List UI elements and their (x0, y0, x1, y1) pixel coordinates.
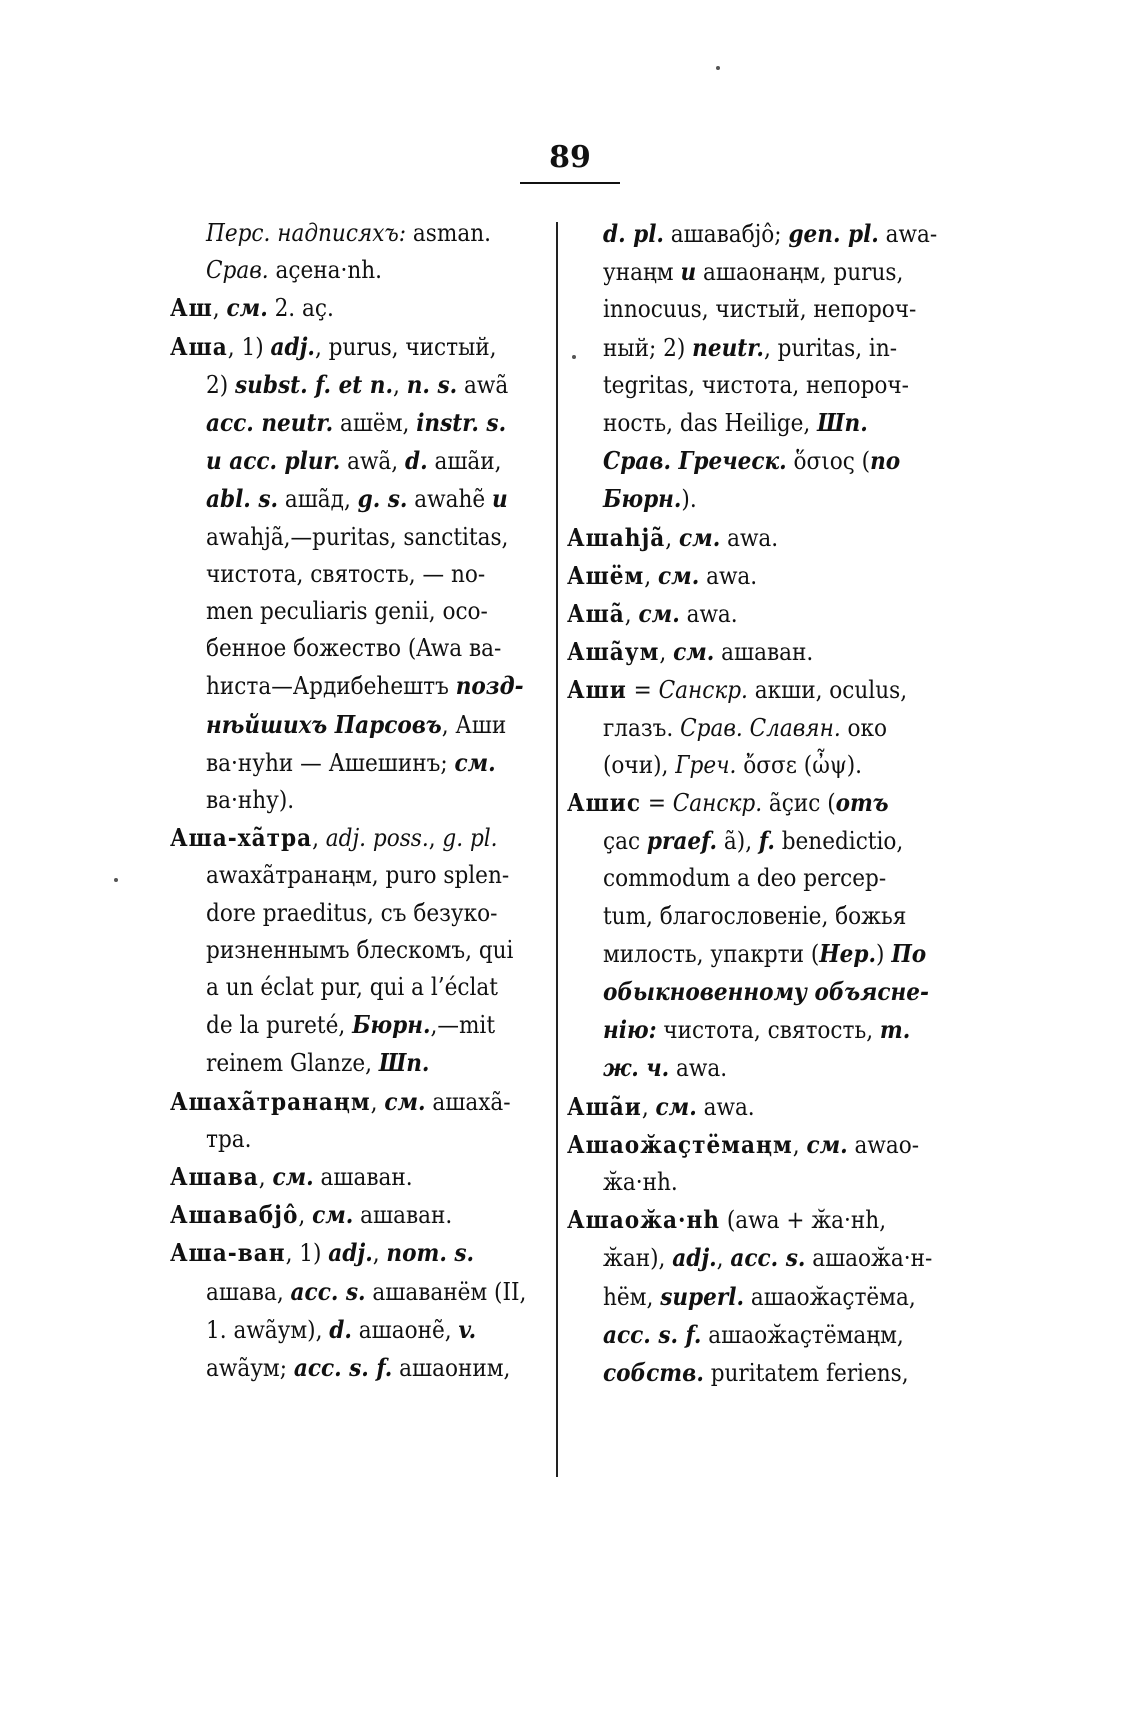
text-run: , (644, 561, 659, 590)
right-line (567, 329, 947, 367)
text-run: awa. (696, 1092, 755, 1121)
right-line (567, 367, 947, 404)
right-line (567, 519, 947, 557)
text-run: açена·nh. (268, 256, 383, 285)
right-line (567, 973, 947, 1011)
abbreviation: d. (405, 446, 428, 476)
text-run: = (626, 676, 659, 705)
right-line (567, 1126, 947, 1164)
right-line (567, 595, 947, 633)
text-run: , (312, 824, 326, 853)
headword: Ашём (567, 560, 645, 590)
right-line (567, 1164, 947, 1201)
abbreviation: f. (758, 826, 775, 856)
headword: Аш (170, 293, 213, 323)
abbreviation: см. (655, 1091, 697, 1121)
text-run: , (659, 638, 674, 667)
right-line (567, 1278, 947, 1316)
abbreviation: см. (384, 1086, 426, 1116)
abbreviation: abl. s. (206, 484, 278, 514)
text-run: dore praeditus, съ безуко- (206, 898, 498, 927)
text-run: ный; 2) (603, 333, 693, 362)
right-line (567, 291, 947, 328)
text-run: чистота, святость, (656, 1016, 880, 1045)
text-run: тра. (206, 1124, 252, 1153)
abbreviation: см. (679, 522, 721, 552)
text-run: ризненнымъ блескомъ, qui (206, 935, 514, 964)
left-line (170, 1349, 560, 1387)
abbreviation: см. (673, 637, 715, 667)
left-line (170, 969, 560, 1006)
right-line (567, 480, 947, 518)
text-run: 2. aç. (267, 294, 334, 323)
headword: Ашãум (567, 637, 660, 667)
right-line (567, 898, 947, 935)
text-run: hём, (603, 1282, 661, 1311)
left-line (170, 442, 560, 480)
text-run: benedictio, (774, 827, 904, 856)
italic-text: Греч. (675, 750, 737, 779)
text-run: awa. (699, 561, 758, 590)
text-run: , (428, 824, 443, 853)
right-line (567, 1049, 947, 1087)
text-run: ашавабjô; (663, 220, 789, 248)
abbreviation: по (870, 446, 901, 476)
left-line (170, 1234, 560, 1272)
left-line (170, 819, 560, 857)
abbreviation: По (891, 938, 927, 968)
abbreviation: Шп. (378, 1048, 430, 1078)
right-line (567, 784, 947, 822)
text-run: ва·нhу). (206, 786, 295, 815)
left-line (170, 1196, 560, 1234)
print-speck (716, 66, 720, 70)
text-run: asman. (406, 219, 491, 247)
abbreviation: g. s. (357, 484, 408, 514)
right-line (567, 747, 947, 784)
headword: Аша-ван (170, 1238, 286, 1268)
text-run: awã, (340, 447, 405, 476)
italic-text: Срав. (206, 256, 269, 285)
headword: Ашавабjô (170, 1200, 299, 1230)
text-run: tegritas, чистота, непороч- (603, 370, 909, 399)
text-run: çас (603, 827, 647, 856)
italic-text: g. pl. (442, 824, 498, 853)
abbreviation: gen. pl. (788, 219, 879, 248)
headword: Ашаоӂа·нh (567, 1205, 721, 1235)
abbreviation: см. (806, 1129, 848, 1159)
text-run: ). (681, 485, 697, 514)
left-line (170, 932, 560, 969)
header-rule (520, 182, 620, 184)
left-line (170, 857, 560, 894)
headword: Аша-хãтра (170, 823, 313, 853)
text-run: awao- (847, 1130, 919, 1159)
abbreviation: ж. ч. (603, 1053, 670, 1083)
left-line (170, 1158, 560, 1196)
left-line (170, 895, 560, 932)
text-run: ашём, (333, 409, 417, 438)
text-run: ãçис ( (762, 789, 836, 818)
text-run: ашаван. (353, 1201, 453, 1230)
text-run: ) (876, 939, 892, 968)
text-run: ашаонаңм, purus, (696, 258, 904, 287)
text-run: , (212, 294, 227, 323)
print-speck (114, 878, 118, 882)
abbreviation: см. (312, 1200, 354, 1230)
left-line (170, 556, 560, 593)
right-line (567, 404, 947, 442)
left-line (170, 1311, 560, 1349)
right-line (567, 935, 947, 973)
headword: Аша (170, 331, 228, 361)
abbreviation: d. pl. (603, 219, 664, 248)
abbreviation: Срав. Греческ. (603, 446, 787, 476)
left-line (170, 782, 560, 819)
right-line (567, 1316, 947, 1354)
left-line (170, 404, 560, 442)
right-line (567, 1201, 947, 1239)
left-line (170, 252, 560, 289)
left-line (170, 706, 560, 744)
text-run: awã (457, 370, 509, 399)
abbreviation: subst. f. et n. (235, 369, 393, 399)
text-run: ашаоним, (392, 1354, 511, 1383)
abbreviation: собств. (603, 1358, 704, 1388)
text-run: ашаванём (II, (365, 1277, 527, 1306)
text-run: , 1) (285, 1239, 329, 1268)
text-run: reinem Glanze, (206, 1049, 379, 1078)
text-run: , (716, 1244, 731, 1273)
left-line (170, 480, 560, 518)
text-run: ашаоӂаçтёма, (743, 1282, 916, 1311)
abbreviation: adj. (270, 331, 315, 361)
abbreviation: instr. s. (416, 408, 507, 438)
text-run: ашаоӂа·н- (805, 1244, 933, 1273)
left-line (170, 744, 560, 782)
abbreviation: и (492, 484, 508, 514)
text-run: de la pureté, (206, 1011, 353, 1040)
page-number: 89 (549, 140, 591, 175)
text-run: ашаонẽ, (351, 1315, 459, 1344)
abbreviation: acc. neutr. (206, 408, 334, 438)
abbreviation: обыкновенному объясне- (603, 977, 929, 1007)
text-run: ашаоӂаçтёмаңм, (701, 1320, 904, 1349)
text-run: , (665, 523, 680, 552)
right-line (567, 1088, 947, 1126)
left-line (170, 593, 560, 630)
text-run: awãум; (206, 1354, 294, 1383)
abbreviation: нѣйшихъ Парсовъ (206, 709, 442, 739)
abbreviation: см. (454, 747, 496, 777)
left-line (170, 1083, 560, 1121)
left-line (170, 289, 560, 327)
text-run: awaxãтранаңм, puro splen- (206, 861, 510, 890)
right-line (567, 1011, 947, 1049)
left-column (170, 215, 560, 1387)
italic-text: Перс. надписяхъ: (206, 219, 407, 247)
headword: Ашаhjã (567, 522, 666, 552)
text-run: , Аши (441, 710, 507, 739)
text-run: ὅσιος ( (786, 447, 871, 476)
right-line (567, 822, 947, 860)
abbreviation: neutr. (692, 332, 764, 362)
left-line (170, 328, 560, 366)
left-line (170, 1006, 560, 1044)
text-run: , purus, чистый, (314, 332, 497, 361)
abbreviation: и (680, 257, 697, 287)
left-line (170, 519, 560, 556)
text-run: унаңм (603, 258, 681, 287)
abbreviation: см. (638, 599, 680, 629)
text-run: tum, благословеніе, божья (603, 901, 907, 930)
abbreviation: d. (329, 1314, 352, 1344)
text-run: innocuus, чистый, непороч- (603, 295, 917, 324)
text-run: ὄσσε (ὦψ). (736, 750, 863, 779)
text-run: чистота, святость, — no- (206, 559, 486, 588)
right-column (567, 215, 947, 1392)
headword: Ашã (567, 599, 625, 629)
text-run: a un éclat pur, qui a l’éclat (206, 973, 498, 1002)
text-run: awa. (720, 523, 779, 552)
abbreviation: nom. s. (386, 1238, 475, 1268)
text-run: ашаван. (714, 638, 814, 667)
text-run: ва·нуhи — Ашешинъ; (206, 748, 455, 777)
abbreviation: acc. s. f. (603, 1319, 702, 1349)
abbreviation: Бюрн. (603, 484, 682, 514)
left-line (170, 1121, 560, 1158)
text-run: ӂа·нh. (603, 1168, 678, 1197)
headword: Ашава (170, 1162, 259, 1192)
abbreviation: Шп. (817, 408, 868, 438)
italic-text: adj. poss. (325, 824, 429, 853)
headword: Ашис (567, 788, 641, 818)
text-run: = (640, 789, 673, 818)
right-line (567, 633, 947, 671)
text-run: , (393, 370, 407, 399)
abbreviation: n. s. (406, 369, 458, 399)
abbreviation: acc. s. (290, 1276, 366, 1306)
text-run: ность, das Heilige, (603, 409, 818, 438)
text-run: 1. awãум), (206, 1315, 330, 1344)
text-run: , (372, 1239, 387, 1268)
abbreviation: позд- (455, 671, 524, 701)
abbreviation: см. (272, 1162, 314, 1192)
text-run: (очи), (603, 750, 676, 779)
text-run: акши, oculus, (747, 676, 908, 705)
text-run: men peculiaris genii, осо- (206, 597, 488, 626)
text-run: awahjã,—puritas, sanctitas, (206, 522, 509, 551)
abbreviation: acc. s. f. (293, 1353, 393, 1383)
left-line (170, 630, 560, 667)
text-run: puritatem feriens, (703, 1359, 909, 1388)
right-line (567, 710, 947, 747)
text-run: aшãи, (427, 447, 502, 476)
column-divider (556, 222, 558, 1477)
abbreviation: см. (226, 293, 268, 323)
right-line (567, 557, 947, 595)
text-run: , puritas, in- (763, 333, 898, 362)
text-run: , (370, 1087, 385, 1116)
left-line (170, 1273, 560, 1311)
right-line (567, 215, 947, 253)
text-run: ашаван. (313, 1163, 413, 1192)
right-line (567, 671, 947, 709)
right-line (567, 253, 947, 291)
abbreviation: Нер. (819, 938, 877, 968)
right-line (567, 442, 947, 480)
text-run: aшãд, (277, 485, 358, 514)
headword: Аши (567, 675, 627, 705)
abbreviation: acc. s. (730, 1243, 806, 1273)
text-run: ашава, (206, 1277, 291, 1306)
text-run: око (840, 713, 888, 742)
text-run: 2) (206, 370, 236, 399)
text-run: , (641, 1092, 656, 1121)
italic-text: Санскр. (658, 676, 748, 705)
italic-text: Срав. Славян. (680, 713, 841, 742)
abbreviation: и acc. plur. (206, 446, 341, 476)
italic-text: Санскр. (672, 789, 763, 818)
text-run: , (298, 1201, 313, 1230)
text-run: , (792, 1130, 807, 1159)
text-run: бенное божество (Awa ва- (206, 634, 502, 663)
text-run: милость, упакрти ( (603, 939, 820, 968)
text-run: (awa + ӂа·нh, (720, 1206, 887, 1235)
left-line (170, 1044, 560, 1082)
text-run: awa. (679, 600, 738, 629)
text-run: ,—mit (430, 1011, 495, 1040)
headword: Ашãи (567, 1091, 642, 1121)
text-run: ӂан), (603, 1244, 673, 1273)
text-run: ашахã- (425, 1087, 511, 1116)
text-run: ã), (717, 827, 759, 856)
text-run: awa. (669, 1054, 728, 1083)
text-run: hиста—Ардибеhештъ (206, 672, 456, 701)
abbreviation: см. (658, 560, 700, 590)
headword: Ашахãтранаңм (170, 1086, 371, 1116)
text-run: , (624, 600, 639, 629)
abbreviation: adj. (328, 1238, 373, 1268)
abbreviation: Бюрн. (352, 1010, 431, 1040)
right-line (567, 1239, 947, 1277)
right-line (567, 1354, 947, 1392)
abbreviation: отъ (835, 788, 889, 818)
left-line (170, 215, 560, 252)
abbreviation: praef. (646, 826, 718, 856)
text-run: commodum a deo percep- (603, 864, 887, 893)
text-run: awa- (878, 220, 938, 248)
left-line (170, 366, 560, 404)
abbreviation: adj. (672, 1243, 717, 1273)
text-run: awahẽ (407, 485, 493, 514)
headword: Ашаоӂаçтёмаңм (567, 1129, 793, 1159)
left-line (170, 667, 560, 705)
abbreviation: т. (879, 1015, 911, 1045)
text-run: , (258, 1163, 273, 1192)
print-speck (572, 355, 576, 359)
right-line (567, 860, 947, 897)
text-run: , 1) (227, 332, 271, 361)
abbreviation: нію: (603, 1015, 657, 1045)
abbreviation: superl. (660, 1281, 744, 1311)
text-run: глазъ. (603, 713, 681, 742)
abbreviation: v. (458, 1314, 477, 1344)
